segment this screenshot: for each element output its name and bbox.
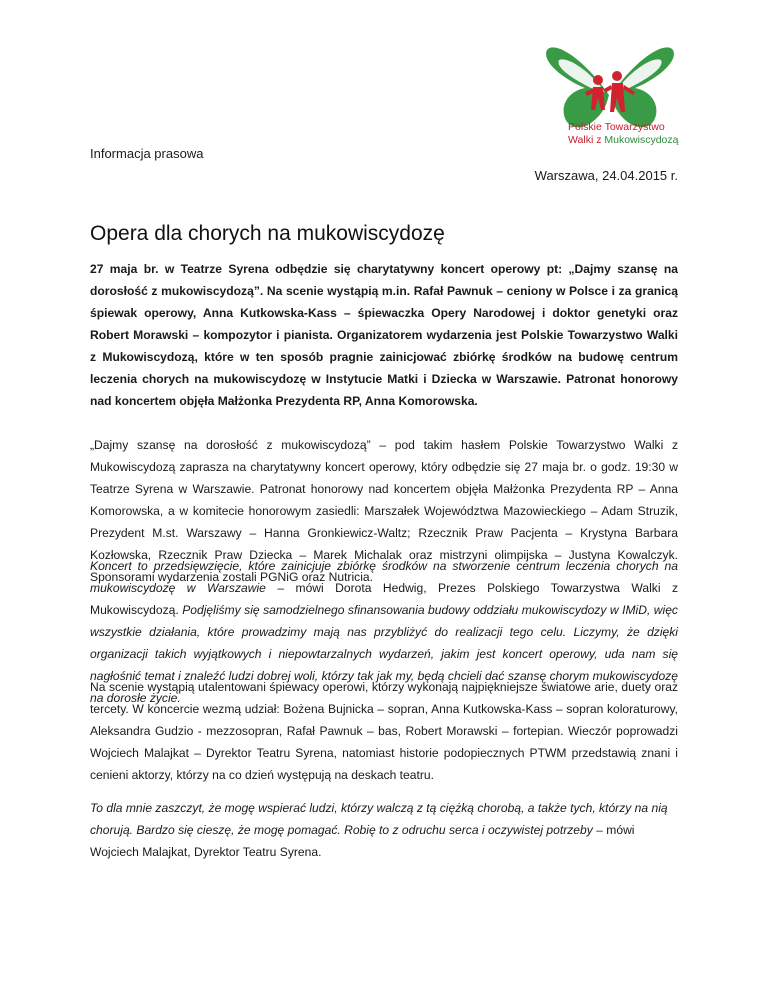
org-name-line1: Polskie Towarzystwo <box>568 121 665 133</box>
organization-name <box>568 121 698 147</box>
page-title: Opera dla chorych na mukowiscydozę <box>90 222 445 245</box>
lead-paragraph: 27 maja br. w Teatrze Syrena odbędzie się charytatywny koncert operowy pt: „Dajmy szansę na dorosłość z mukowiscydozą”. Na scenie wystąpią m.in. Rafał Pawnuk – ceniony w Polsce i za granicą śpiewak operowy, Anna Kutkowska-Kass – śpiewaczka Opery Narodowej i doktor genetyki oraz Robert Morawski – kompozytor i pianista. Organizatorem wydarzenia jest Polskie Towarzystwo Walki z Mukowiscydozą, które w ten sposób pragnie zainicjować zbiórkę środków na budowę centrum leczenia chorych na mukowiscydozę w Instytucie Matki i Dziecka w Warszawie. Patronat honorowy nad koncertem objęła Małżonka Prezydenta RP, Anna Komorowska. <box>90 262 678 408</box>
date-location: Warszawa, 24.04.2015 r. <box>534 168 678 183</box>
press-release-label: Informacja prasowa <box>90 146 204 161</box>
paragraph-2: Koncert to przedsięwzięcie, które zainicjuje zbiórkę środków na stworzenie centrum leczenia chorych na mukowiscydozę w Warszawie – mówi Dorota Hedwig, Prezes Polskiego Towarzystwa Walki z Mukowiscydozą. Podjęliśmy się samodzielnego sfinansowania budowy oddziału mukowiscydozy w IMiD, więc wszystkie działania, które prowadzimy mają nas przybliżyć do realizacji tego celu. Liczymy, że dzięki organizacji takich wyjątkowych i niepowtarzalnych wydarzeń, jakim jest koncert operowy, uda nam się nagłośnić temat i znaleźć ludzi dobrej woli, którzy tak jak my, będą chcieli dać szansę chorym mukowiscydozę na dorosłe życie. <box>90 559 678 705</box>
paragraph-4: To dla mnie zaszczyt, że mogę wspierać ludzi, którzy walczą z tą ciężką chorobą, a także tych, którzy na nią chorują. Bardzo się cieszę, że mogę pomagać. Robię to z odruchu serca i oczywistej potrzeby – mówi Wojciech Malajkat, Dyrektor Teatru Syrena. <box>90 801 668 859</box>
paragraph-3: Na scenie wystąpią utalentowani śpiewacy operowi, którzy wykonają najpiękniejsze światowe arie, duety oraz tercety. W koncercie wezmą udział: Bożena Bujnicka – sopran, Anna Kutkowska-Kass – sopran koloraturowy, Aleksandra Gudzio - mezzosopran, Rafał Pawnuk – bas, Robert Morawski – fortepian. Wieczór poprowadzi Wojciech Malajkat – Dyrektor Teatru Syrena, natomiast historie podopiecznych PTWM przedstawią znani i cenieni aktorzy, którzy na co dzień występują na deskach teatru. <box>90 680 678 782</box>
paragraph-1: „Dajmy szansę na dorosłość z mukowiscydozą” – pod takim hasłem Polskie Towarzystwo Walki z Mukowiscydozą zaprasza na charytatywny koncert operowy, który odbędzie się 27 maja br. o godz. 19:30 w Teatrze Syrena w Warszawie. Patronat honorowy nad koncertem objęła Małżonka Prezydenta RP – Anna Komorowska, a w komitecie honorowym zasiedli: Marszałek Województwa Mazowieckiego – Adam Struzik, Prezydent M.st. Warszawy – Hanna Gronkiewicz-Waltz; Rzecznik Praw Pacjenta – Krystyna Barbara Kozłowska, Rzecznik Praw Dziecka – Marek Michalak oraz mistrzyni olimpijska – Justyna Kowalczyk. Sponsorami wydarzenia zostali PGNiG oraz Nutricia. <box>90 438 678 584</box>
org-name-line2: Walki z Mukowiscydozą <box>568 134 679 146</box>
